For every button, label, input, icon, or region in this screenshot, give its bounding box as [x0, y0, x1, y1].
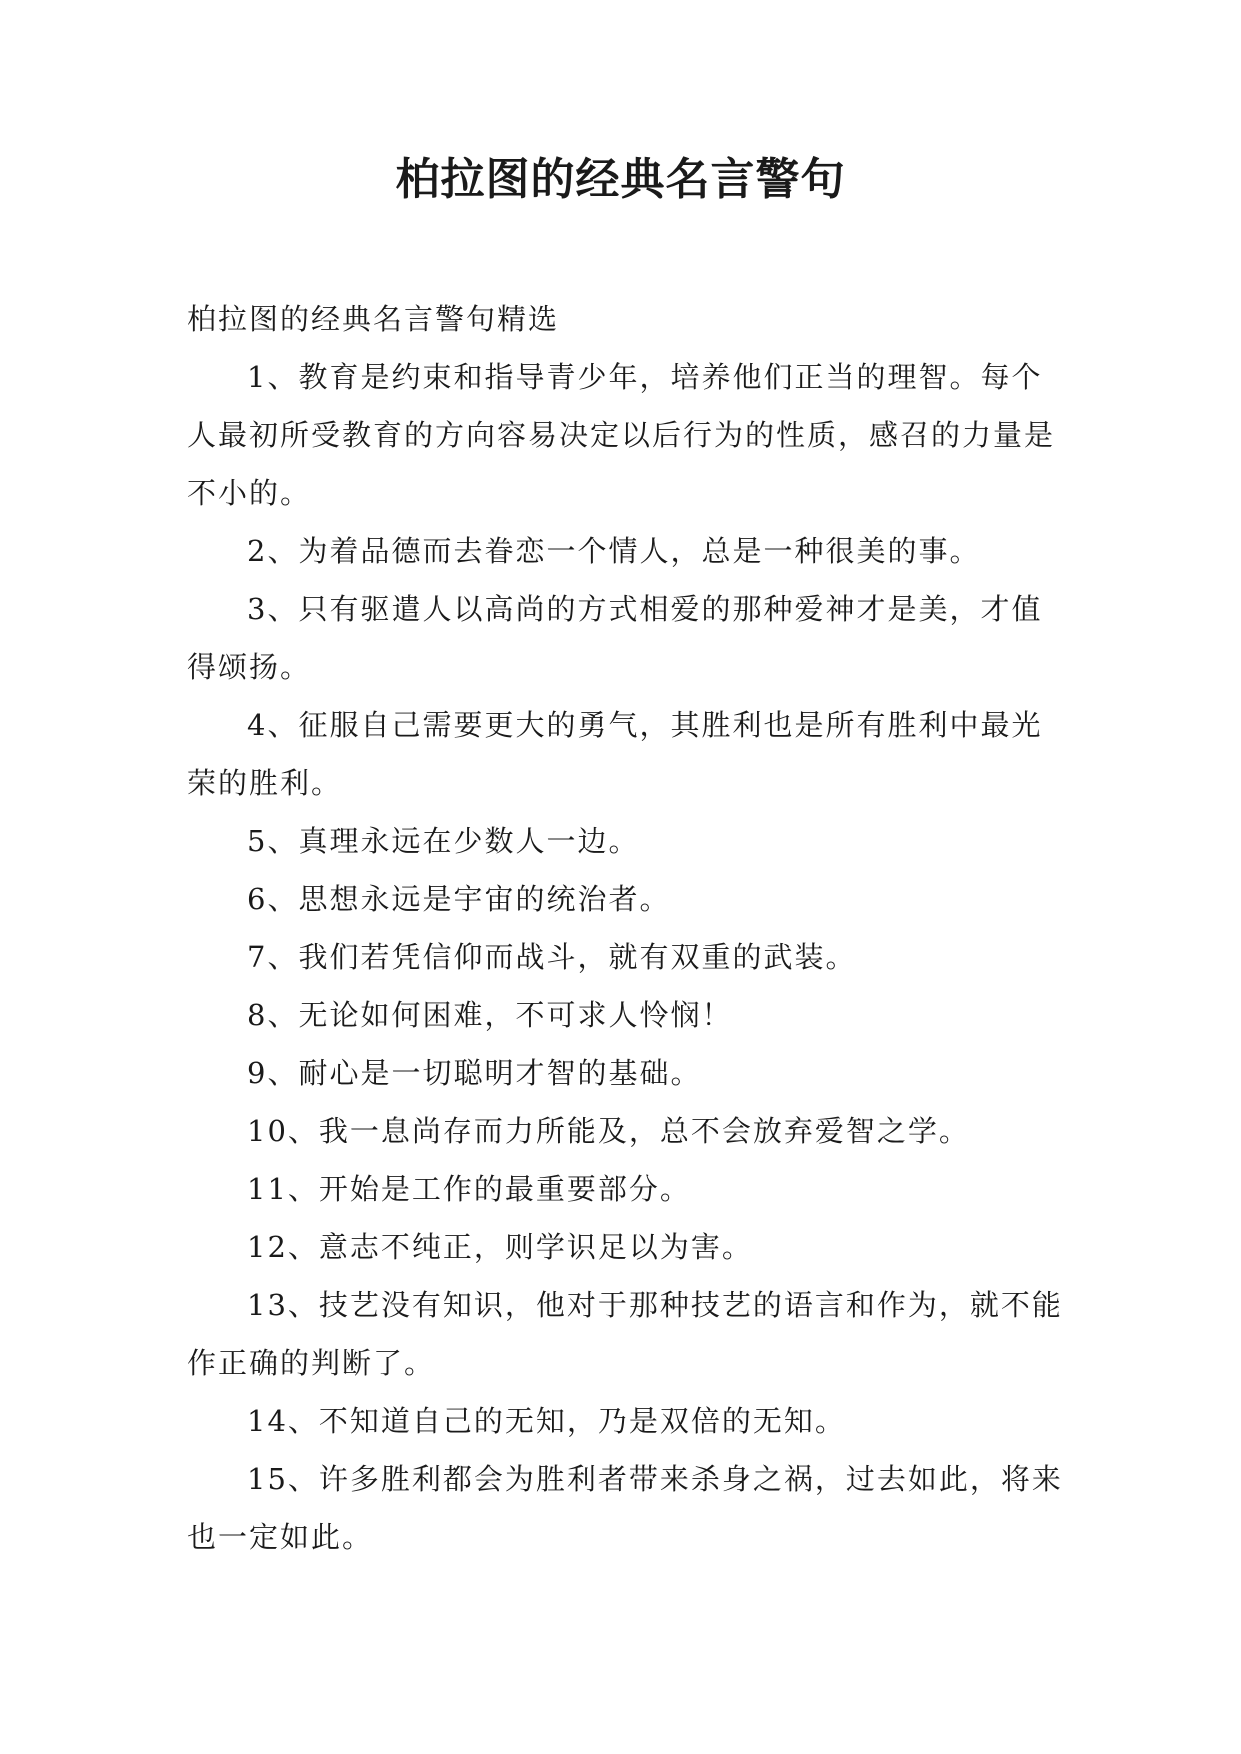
quote-item-9: 9、耐心是一切聪明才智的基础。 — [247, 1056, 702, 1090]
quote-item-7: 7、我们若凭信仰而战斗，就有双重的武装。 — [247, 940, 857, 974]
quote-item-14: 14、不知道自己的无知，乃是双倍的无知。 — [247, 1404, 846, 1438]
quote-item-5: 5、真理永远在少数人一边。 — [247, 824, 640, 858]
quote-item-12: 12、意志不纯正，则学识足以为害。 — [247, 1230, 753, 1264]
quote-item-11: 11、开始是工作的最重要部分。 — [247, 1172, 691, 1206]
quote-item-1: 1、教育是约束和指导青少年，培养他们正当的理智。每个人最初所受教育的方向容易决定以后行为的性质，感召的力量是不小的。 — [187, 360, 1056, 510]
quote-item-2: 2、为着品德而去眷恋一个情人，总是一种很美的事。 — [247, 534, 981, 568]
section-heading: 柏拉图的经典名言警句精选 — [187, 302, 560, 336]
document-title: 柏拉图的经典名言警句 — [395, 154, 846, 205]
quote-item-8: 8、无论如何困难，不可求人怜悯！ — [247, 998, 733, 1032]
quote-item-10: 10、我一息尚存而力所能及，总不会放弃爱智之学。 — [247, 1114, 970, 1148]
quote-item-15: 15、许多胜利都会为胜利者带来杀身之祸，过去如此，将来也一定如此。 — [187, 1462, 1063, 1554]
quote-item-13: 13、技艺没有知识，他对于那种技艺的语言和作为，就不能作正确的判断了。 — [187, 1288, 1063, 1380]
quote-item-6: 6、思想永远是宇宙的统治者。 — [247, 882, 671, 916]
quote-item-3: 3、只有驱遣人以高尚的方式相爱的那种爱神才是美，才值得颂扬。 — [187, 592, 1043, 684]
document-body — [187, 290, 1067, 1566]
quote-item-4: 4、征服自己需要更大的勇气，其胜利也是所有胜利中最光荣的胜利。 — [187, 708, 1043, 800]
